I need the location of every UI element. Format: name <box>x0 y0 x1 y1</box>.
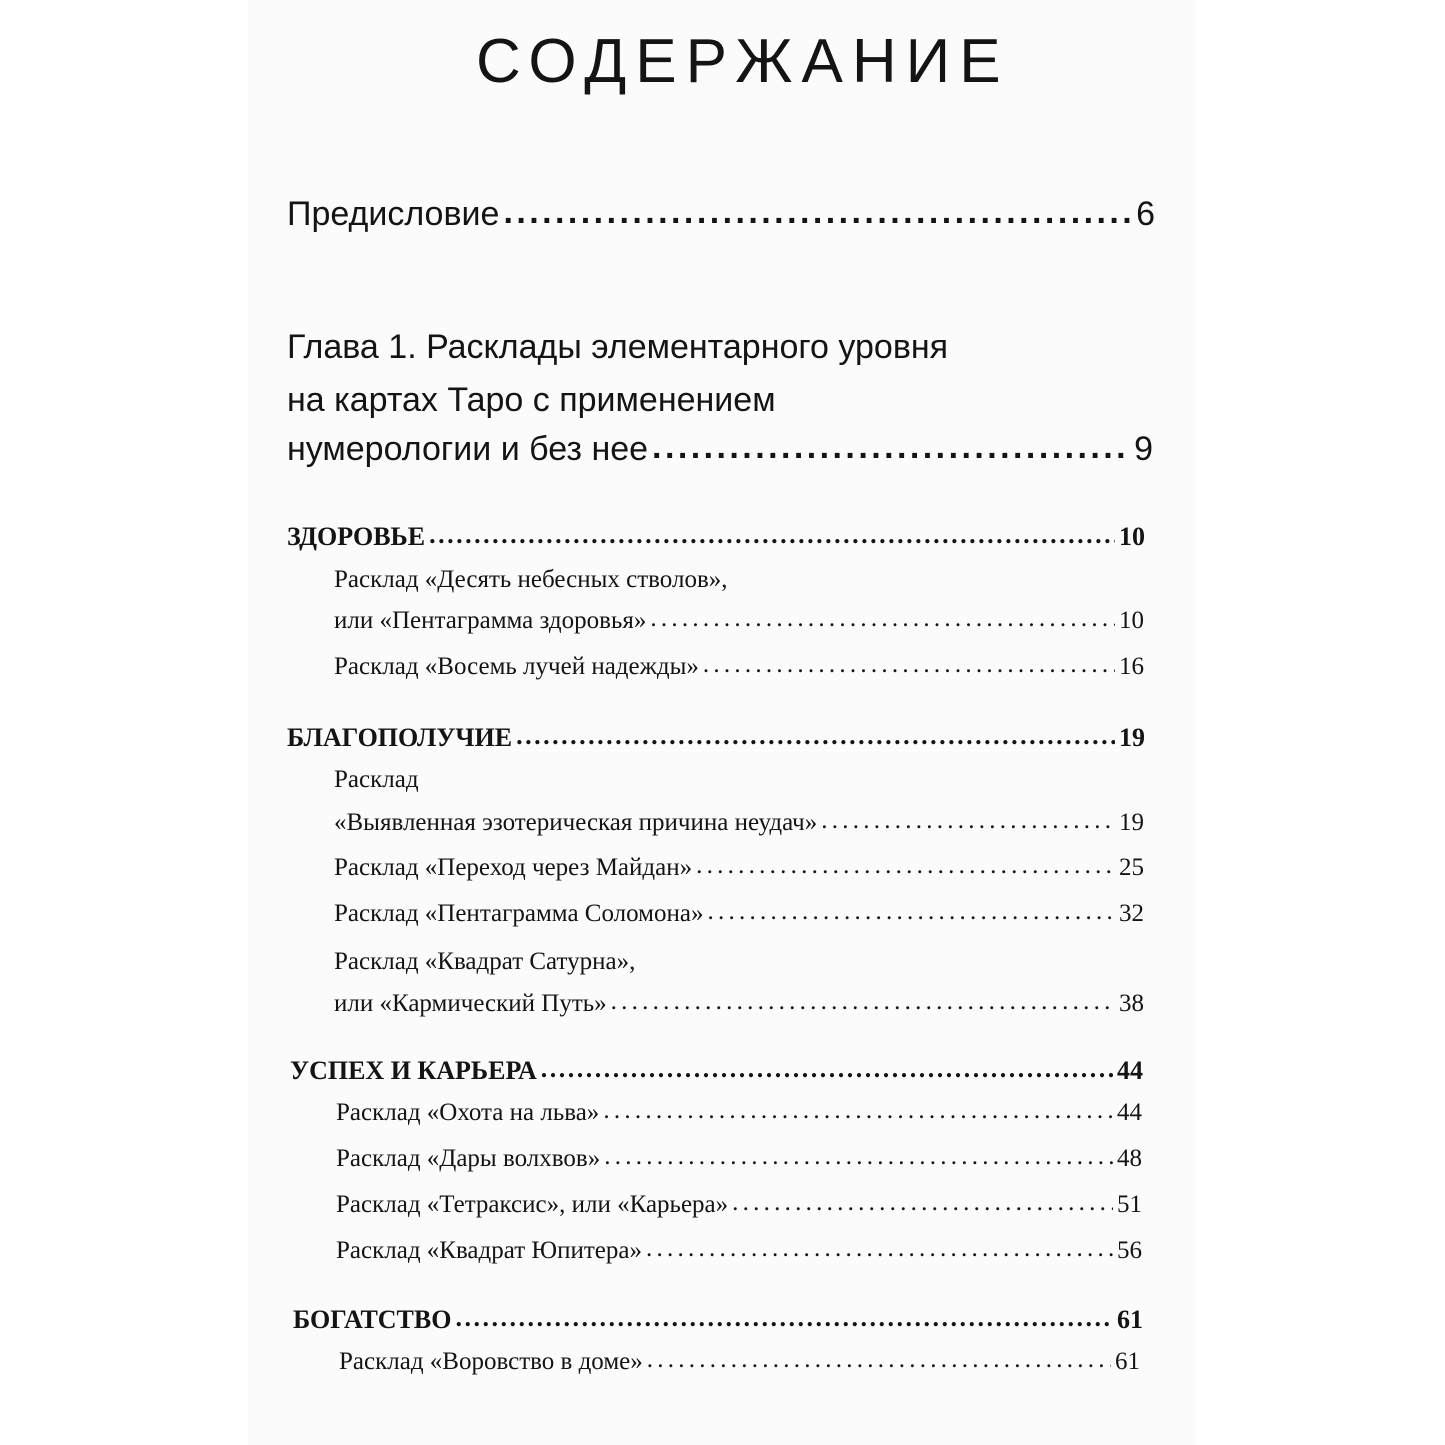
toc-item-line: Расклад «Квадрат Сатурна», <box>334 948 636 975</box>
toc-item[interactable] <box>336 1099 1142 1127</box>
toc-item[interactable] <box>334 900 1144 928</box>
toc-item[interactable] <box>336 1191 1142 1219</box>
section-page: 10 <box>1119 522 1145 551</box>
dot-leader <box>611 988 1115 1016</box>
section-title: БЛАГОПОЛУЧИЕ <box>287 723 513 752</box>
dot-leader <box>821 807 1115 835</box>
dot-leader <box>429 520 1115 550</box>
toc-item-line: Расклад «Десять небесных стволов», <box>334 566 728 593</box>
toc-item-label: или «Кармический Путь» <box>334 990 607 1017</box>
toc-entry-page: 9 <box>1134 430 1153 468</box>
dot-leader <box>647 1346 1111 1374</box>
toc-item-label: Расклад «Восемь лучей надежды» <box>334 653 699 680</box>
toc-item-page: 48 <box>1117 1145 1142 1172</box>
section-page: 61 <box>1117 1305 1143 1334</box>
toc-item[interactable] <box>339 1348 1140 1376</box>
dot-leader <box>603 1097 1113 1125</box>
toc-item[interactable] <box>336 1237 1142 1265</box>
chapter-title-line: на картах Таро с применением <box>287 381 776 419</box>
toc-item-page: 38 <box>1119 990 1144 1017</box>
dot-leader <box>732 1189 1113 1217</box>
toc-item-page: 16 <box>1119 653 1144 680</box>
toc-item-label: Расклад «Охота на льва» <box>336 1099 600 1126</box>
toc-item-page: 56 <box>1117 1237 1142 1264</box>
dot-leader <box>650 605 1115 633</box>
toc-section-health[interactable] <box>287 522 1145 552</box>
dot-leader <box>696 852 1115 880</box>
toc-item-label: Расклад «Переход через Майдан» <box>334 854 693 881</box>
toc-item-label: Расклад «Воровство в доме» <box>339 1348 643 1375</box>
chapter-title-line: Глава 1. Расклады элементарного уровня <box>287 328 949 366</box>
dot-leader <box>541 1054 1113 1084</box>
toc-item-page: 44 <box>1117 1099 1142 1126</box>
toc-item-label: Расклад «Тетраксис», или «Карьера» <box>336 1191 729 1218</box>
dot-leader <box>652 428 1130 467</box>
toc-item-page: 25 <box>1119 854 1144 881</box>
toc-item-page: 61 <box>1115 1348 1140 1375</box>
toc-entry-label: Предисловие <box>287 195 500 233</box>
toc-item[interactable] <box>334 809 1144 837</box>
dot-leader <box>646 1235 1113 1263</box>
toc-title: СОДЕРЖАНИЕ <box>476 27 1010 96</box>
toc-item-label: Расклад «Квадрат Юпитера» <box>336 1237 642 1264</box>
dot-leader <box>703 651 1115 679</box>
toc-item[interactable] <box>334 607 1144 635</box>
toc-item-label: «Выявленная эзотерическая причина неудач» <box>334 809 818 836</box>
toc-item-line: Расклад <box>334 766 419 793</box>
toc-item-label: или «Пентаграмма здоровья» <box>334 607 647 634</box>
section-title: УСПЕХ И КАРЬЕРА <box>290 1056 537 1085</box>
dot-leader <box>604 1143 1113 1171</box>
toc-item[interactable] <box>334 854 1144 882</box>
toc-section-wellbeing[interactable] <box>287 723 1145 753</box>
toc-item-page: 10 <box>1119 607 1144 634</box>
dot-leader <box>516 721 1115 751</box>
toc-item-page: 32 <box>1119 900 1144 927</box>
toc-section-career[interactable] <box>290 1056 1143 1086</box>
dot-leader <box>455 1303 1113 1333</box>
toc-item-label: Расклад «Пентаграмма Соломона» <box>334 900 704 927</box>
section-page: 19 <box>1119 723 1145 752</box>
toc-item[interactable] <box>334 653 1144 681</box>
toc-item-label: Расклад «Дары волхвов» <box>336 1145 601 1172</box>
section-title: ЗДОРОВЬЕ <box>287 522 426 551</box>
dot-leader <box>503 193 1132 232</box>
dot-leader <box>707 898 1115 926</box>
toc-entry-chapter-1[interactable] <box>287 430 1153 469</box>
toc-item[interactable] <box>336 1145 1142 1173</box>
section-title: БОГАТСТВО <box>293 1305 452 1334</box>
section-page: 44 <box>1117 1056 1143 1085</box>
toc-item-page: 19 <box>1119 809 1144 836</box>
toc-item-page: 51 <box>1117 1191 1142 1218</box>
toc-entry-label: нумерологии и без нее <box>287 430 649 468</box>
toc-section-wealth[interactable] <box>293 1305 1143 1335</box>
toc-item[interactable] <box>334 990 1144 1018</box>
toc-entry-preface[interactable] <box>287 195 1155 234</box>
toc-entry-page: 6 <box>1136 195 1155 233</box>
